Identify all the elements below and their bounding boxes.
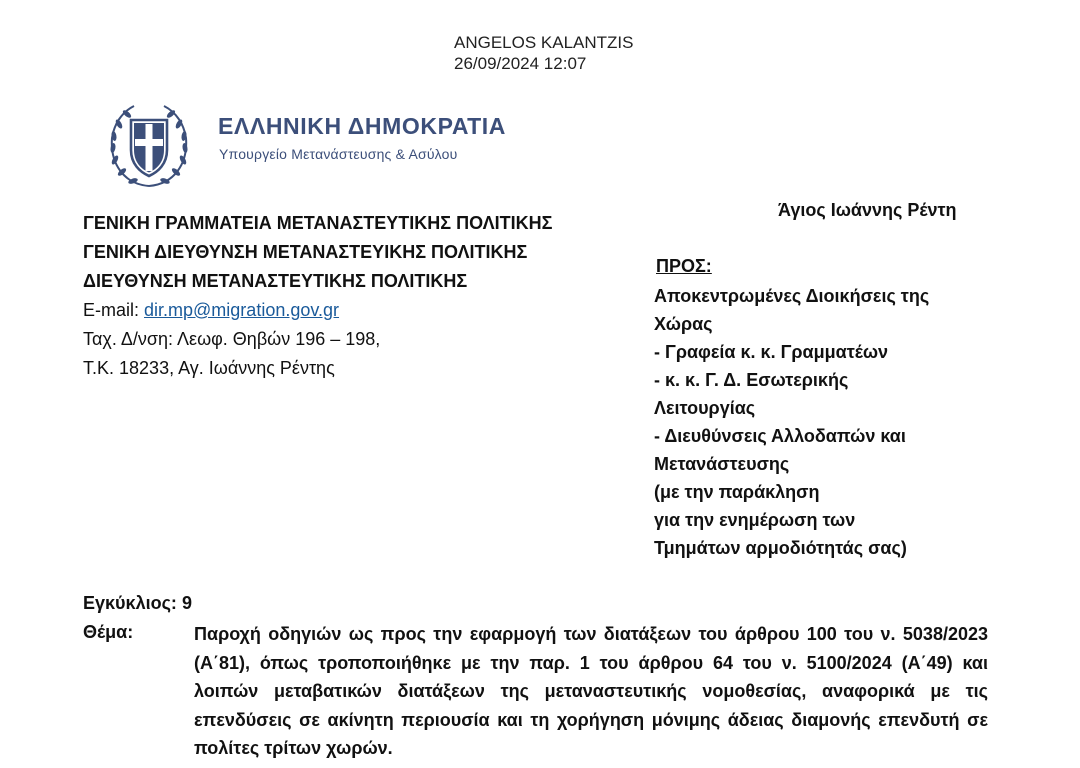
greek-coat-of-arms-icon — [102, 98, 196, 192]
country-title: ΕΛΛΗΝΙΚΗ ΔΗΜΟΚΡΑΤΙΑ — [218, 113, 506, 139]
recipient-line: - Γραφεία κ. κ. Γραμματέων — [654, 342, 889, 362]
ministry-name: Υπουργείο Μετανάστευσης & Ασύλου — [219, 146, 458, 162]
postal-address: Ταχ. Δ/νση: Λεωφ. Θηβών 196 – 198, — [83, 329, 381, 349]
circular-label: Εγκύκλιος: — [83, 593, 177, 613]
recipient-line: για την ενημέρωση των — [654, 510, 856, 530]
email-label: E-mail: — [83, 300, 145, 320]
subject-label: Θέμα: — [83, 622, 134, 642]
email-row — [83, 296, 552, 325]
circular-number-row — [83, 593, 192, 614]
sender-block — [83, 209, 552, 383]
digital-signature-stamp — [454, 32, 634, 74]
sender-line-1: ΓΕΝΙΚΗ ΓΡΑΜΜΑΤΕΙΑ ΜΕΤΑΝΑΣΤΕΥΤΙΚΗΣ ΠΟΛΙΤΙΚΗΣ — [83, 213, 553, 233]
recipient-line: Χώρας — [654, 314, 713, 334]
signature-datetime: 26/09/2024 12:07 — [454, 54, 587, 73]
recipient-line: Τμημάτων αρμοδιότητάς σας) — [654, 538, 907, 558]
signer-name: ANGELOS KALANTZIS — [454, 33, 634, 52]
recipient-line: Αποκεντρωμένες Διοικήσεις της — [654, 286, 930, 306]
circular-number: 9 — [181, 593, 192, 613]
recipient-line: (με την παράκληση — [654, 482, 820, 502]
sender-line-2: ΓΕΝΙΚΗ ΔΙΕΥΘΥΝΣΗ ΜΕΤΑΝΑΣΤΕΥΙΚΗΣ ΠΟΛΙΤΙΚΗΣ — [83, 242, 528, 262]
document-place: Άγιος Ιωάννης Ρέντη — [778, 200, 957, 220]
sender-line-3: ΔΙΕΥΘΥΝΣΗ ΜΕΤΑΝΑΣΤΕΥΤΙΚΗΣ ΠΟΛΙΤΙΚΗΣ — [83, 271, 468, 291]
recipient-line: Λειτουργίας — [654, 398, 756, 418]
recipients-list — [654, 282, 929, 562]
recipient-line: Μετανάστευσης — [654, 454, 790, 474]
recipients-label: ΠΡΟΣ: — [656, 256, 712, 276]
recipient-line: - κ. κ. Γ. Δ. Εσωτερικής — [654, 370, 849, 390]
subject-text: Παροχή οδηγιών ως προς την εφαρμογή των διατάξεων του άρθρου 100 του ν. 5038/2023 (Α΄81), όπως τροποποιήθηκε με την παρ. 1 του άρθρου 64 του ν. 5100/2024 (Α΄49) και λοιπών μεταβατικών διατάξεων της μεταναστευτικής νομοθεσίας, αναφορικά με τις επενδύσεις σε ακίνητη περιουσία και τη χορήγηση μόνιμης άδειας διαμονής επενδυτή σε πολίτες τρίτων χωρών. — [194, 624, 988, 758]
recipient-line: - Διευθύνσεις Αλλοδαπών και — [654, 426, 906, 446]
email-link[interactable]: dir.mp@migration.gov.gr — [144, 300, 340, 320]
postal-code: Τ.Κ. 18233, Αγ. Ιωάννης Ρέντης — [83, 358, 335, 378]
